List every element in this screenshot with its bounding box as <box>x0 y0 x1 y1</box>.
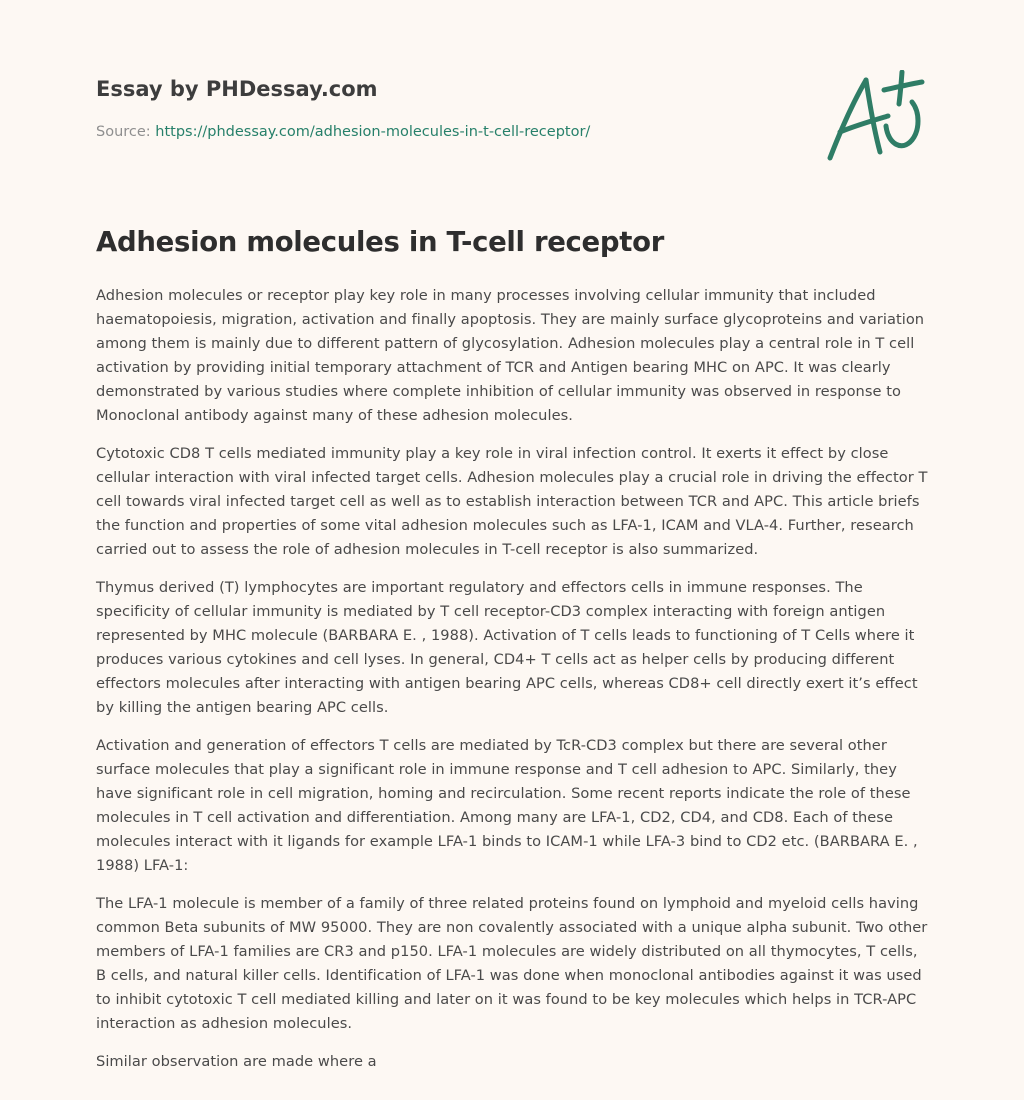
source-line <box>96 124 590 140</box>
paragraph: Adhesion molecules or receptor play key role in many processes involving cellular immunity that included haematopoiesis, migration, activation and finally apoptosis. They are mainly surface glycoproteins and variation among them is mainly due to different pattern of glycosylation. Adhesion molecules play a central role in T cell activation by providing initial temporary attachment of TCR and Antigen bearing MHC on APC. It was clearly demonstrated by various studies where complete inhibition of cellular immunity was observed in response to Monoclonal antibody against many of these adhesion molecules. <box>96 287 925 424</box>
paragraph: Activation and generation of effectors T cells are mediated by TcR-CD3 complex but there are several other surface molecules that play a significant role in immune response and T cell adhesion to APC. Similarly, they have significant role in cell migration, homing and recirculation. Some recent reports indicate the role of these molecules in T cell activation and differentiation. Among many are LFA-1, CD2, CD4, and CD8. Each of these molecules interact with it ligands for example LFA-1 binds to ICAM-1 while LFA-3 bind to CD2 etc. (BARBARA E. , 1988) LFA-1: <box>96 737 918 874</box>
site-brand: Essay by PHDessay.com <box>96 77 378 101</box>
paragraph: The LFA-1 molecule is member of a family of three related proteins found on lymphoid and myeloid cells having common Beta subunits of MW 95000. They are non covalently associated with a unique alpha subunit. Two other members of LFA-1 families are CR3 and p150. LFA-1 molecules are widely distributed on all thymocytes, T cells, B cells, and natural killer cells. Identification of LFA-1 was done when monoclonal antibodies against it was used to inhibit cytotoxic T cell mediated killing and later on it was found to be key molecules which helps in TCR-APC interaction as adhesion molecules. <box>96 895 928 1032</box>
a-plus-logo-icon <box>822 70 930 164</box>
article-title: Adhesion molecules in T-cell receptor <box>96 226 664 258</box>
paragraph: Thymus derived (T) lymphocytes are important regulatory and effectors cells in immune responses. The specificity of cellular immunity is mediated by T cell receptor-CD3 complex interacting with foreign antigen represented by MHC molecule (BARBARA E. , 1988). Activation of T cells leads to functioning of T Cells where it produces various cytokines and cell lyses. In general, CD4+ T cells act as helper cells by producing different effectors molecules after interacting with antigen bearing APC cells, whereas CD8+ cell directly exert it’s effect by killing the antigen bearing APC cells. <box>96 579 918 716</box>
article-body <box>96 284 932 1088</box>
paragraph: Similar observation are made where a <box>96 1053 377 1070</box>
paragraph: Cytotoxic CD8 T cells mediated immunity play a key role in viral infection control. It exerts it effect by close cellular interaction with viral infected target cells. Adhesion molecules play a crucial role in driving the effector T cell towards viral infected target cell as well as to establish interaction between TCR and APC. This article briefs the function and properties of some vital adhesion molecules such as LFA-1, ICAM and VLA-4. Further, research carried out to assess the role of adhesion molecules in T-cell receptor is also summarized. <box>96 445 928 558</box>
source-label: Source: <box>96 124 156 140</box>
source-link[interactable]: https://phdessay.com/adhesion-molecules-in-t-cell-receptor/ <box>155 124 591 140</box>
